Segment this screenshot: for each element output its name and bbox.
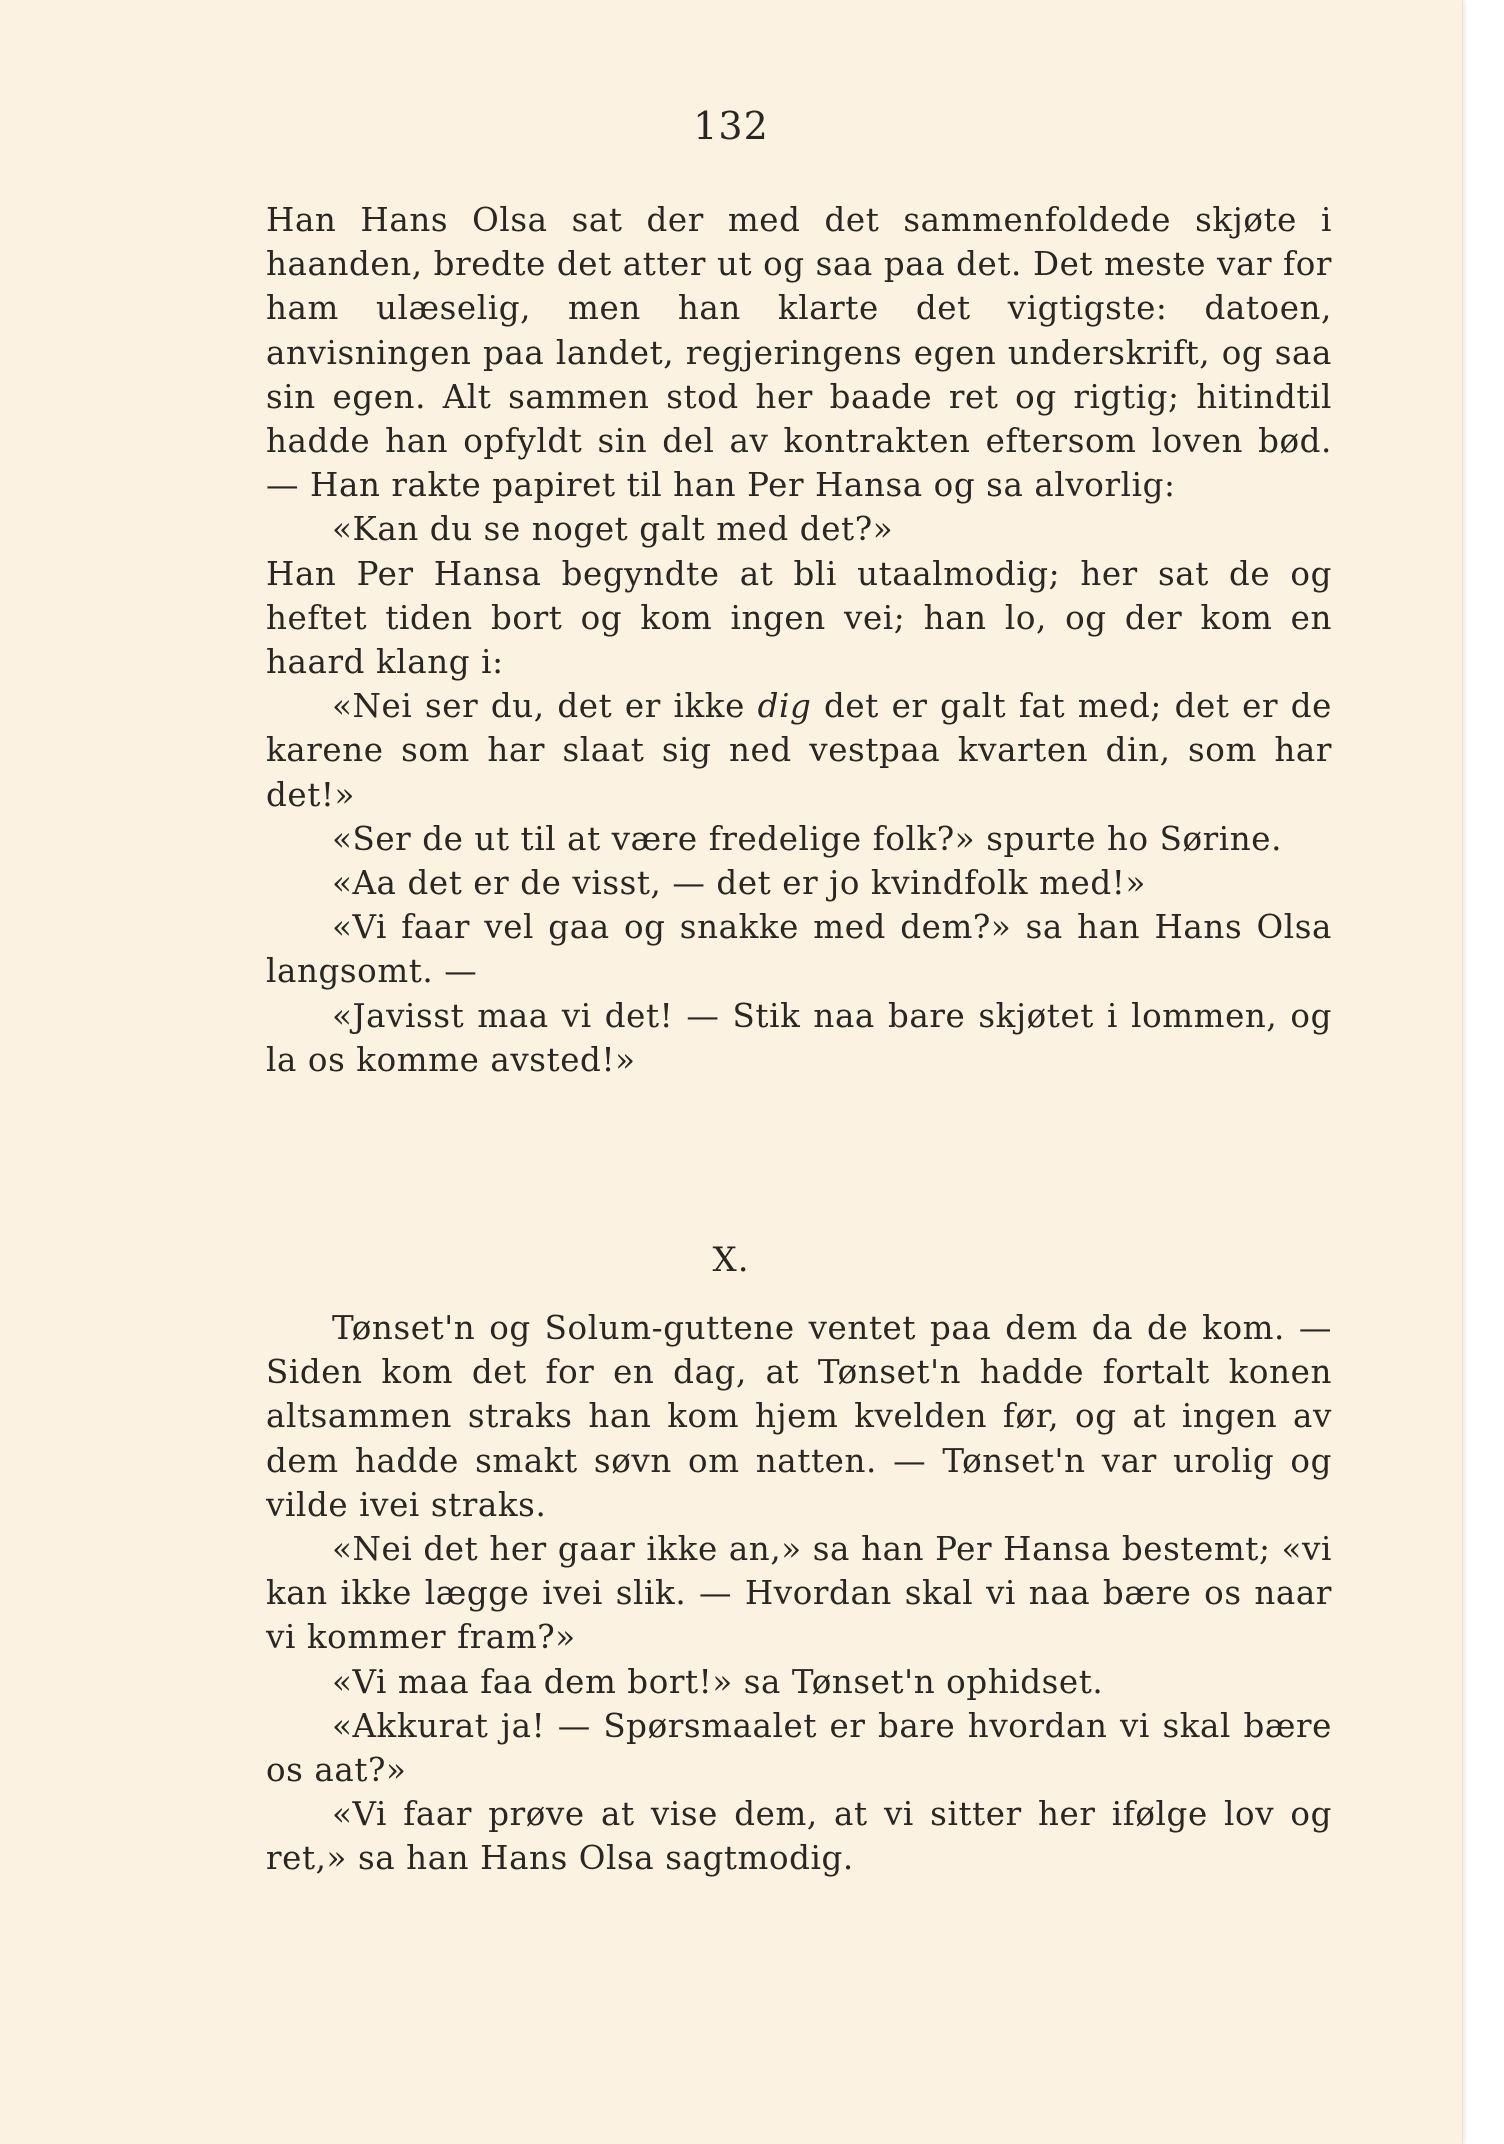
paragraph-text: «Nei ser du, det er ikke xyxy=(332,687,758,726)
paragraph: «Aa det er de visst, — det er jo kvindfolk med!» xyxy=(332,864,1146,903)
text-section-1 xyxy=(266,198,1332,1082)
paragraph: Han Per Hansa begyndte at bli utaalmodig; her sat de og heftet tiden bort og kom ingen vei; han lo, og der kom en haard klang i: xyxy=(266,554,1332,682)
paragraph xyxy=(266,684,1332,817)
paragraph: «Javisst maa vi det! — Stik naa bare skjøtet i lommen, og la os komme avsted!» xyxy=(266,996,1332,1079)
paragraph: «Ser de ut til at være fredelige folk?» spurte ho Sørine. xyxy=(332,819,1283,858)
paragraph: «Vi maa faa dem bort!» sa Tønset'n ophidset. xyxy=(332,1662,1104,1701)
paragraph: «Vi faar vel gaa og snakke med dem?» sa han Hans Olsa langsomt. — xyxy=(266,908,1332,991)
paragraph: «Nei det her gaar ikke an,» sa han Per Hansa bestemt; «vi kan ikke lægge ivei slik. — Hvordan skal vi naa bære os naar vi kommer fram?» xyxy=(266,1530,1332,1657)
chapter-heading: X. xyxy=(712,1240,750,1280)
paragraph-text: det er galt fat med; det er de karene som har slaat sig ned vestpaa kvarten din, som har det!» xyxy=(266,687,1332,814)
paragraph: «Kan du se noget galt med det?» xyxy=(332,510,894,549)
paragraph: Tønset'n og Solum-guttene ventet paa dem da de kom. — Siden kom det for en dag, at Tønset'n hadde fortalt konen altsammen straks han kom hjem kvelden før, og at ingen av dem hadde smakt søvn om natten. — Tønset'n var urolig og vilde ivei straks. xyxy=(266,1309,1332,1524)
paragraph: «Akkurat ja! — Spørsmaalet er bare hvordan vi skal bære os aat?» xyxy=(266,1706,1332,1790)
paragraph: «Vi faar prøve at vise dem, at vi sitter her ifølge lov og ret,» sa han Hans Olsa sagtmodig. xyxy=(266,1795,1332,1878)
page-number: 132 xyxy=(693,104,769,148)
emphasized-word: dig xyxy=(757,687,812,726)
text-section-2 xyxy=(266,1306,1332,1881)
paragraph: Han Hans Olsa sat der med det sammenfoldede skjøte i haanden, bredte det atter ut og saa paa det. Det meste var for ham ulæselig, men han klarte det vigtigste: datoen, anvisningen paa landet, regjeringens egen underskrift, og saa sin egen. Alt sammen stod her baade ret og rigtig; hitindtil hadde han opfyldt sin del av kontrakten eftersom loven bød. — Han rakte papiret til han Per Hansa og sa alvorlig: xyxy=(266,201,1332,505)
